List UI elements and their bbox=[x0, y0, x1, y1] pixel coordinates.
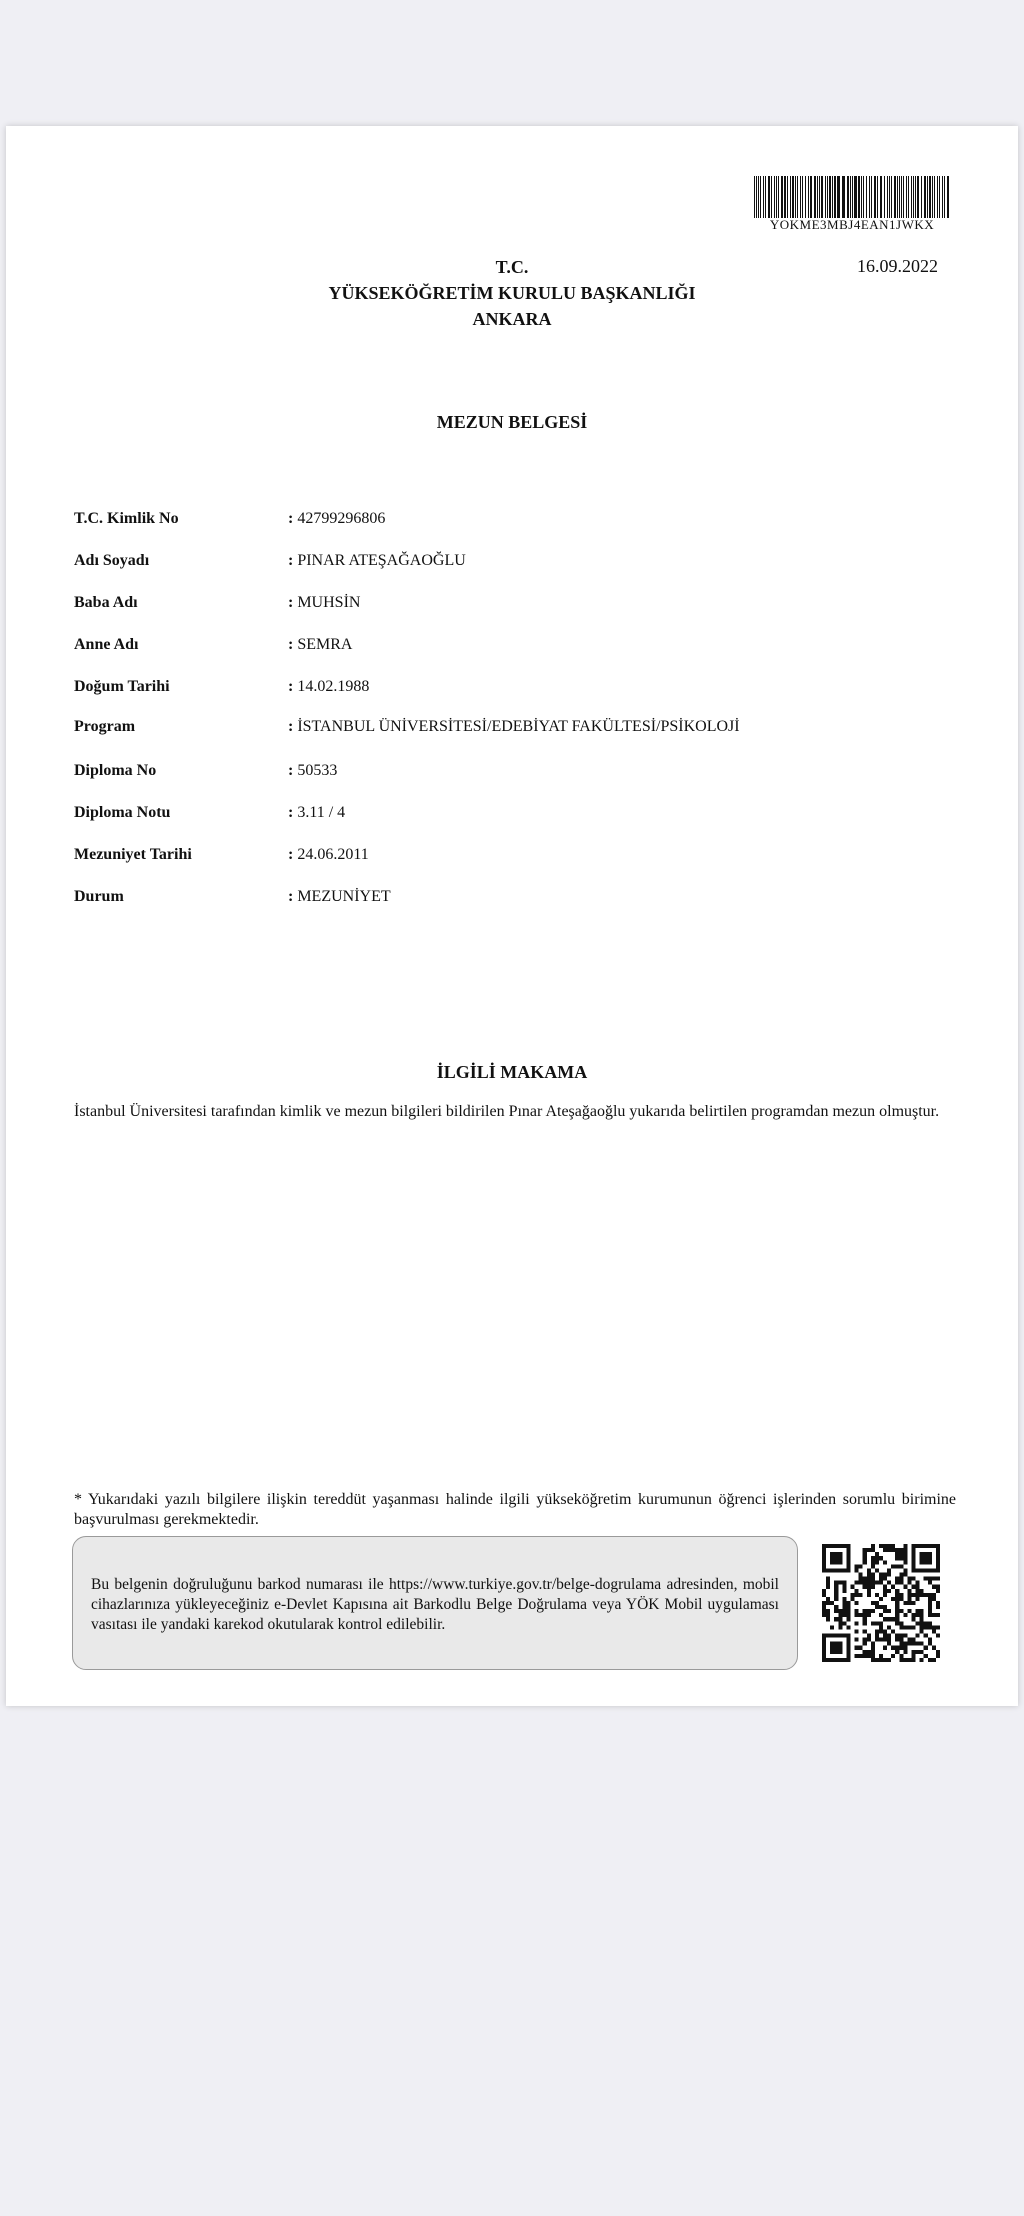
document-date: 16.09.2022 bbox=[857, 256, 938, 276]
field-value: : 24.06.2011 bbox=[288, 846, 369, 864]
field-adi-soyadi bbox=[74, 552, 954, 576]
barcode-image bbox=[754, 176, 950, 218]
field-mezuniyet-tarihi bbox=[74, 846, 954, 870]
field-label: T.C. Kimlik No bbox=[74, 510, 179, 527]
field-label: Anne Adı bbox=[74, 636, 139, 653]
field-label: Diploma Notu bbox=[74, 804, 171, 821]
field-label: Mezuniyet Tarihi bbox=[74, 846, 192, 863]
field-value: : MUHSİN bbox=[288, 594, 360, 612]
field-baba-adi bbox=[74, 594, 954, 618]
graduation-statement: İstanbul Üniversitesi tarafından kimlik ve mezun bilgileri bildirilen Pınar Ateşağaoğlu yukarıda belirtilen programdan mezun olmuştur. bbox=[74, 1103, 940, 1120]
field-value: : 42799296806 bbox=[288, 510, 385, 528]
field-label: Baba Adı bbox=[74, 594, 138, 611]
field-durum bbox=[74, 888, 954, 912]
document-page bbox=[6, 126, 1018, 1706]
field-value: : 14.02.1988 bbox=[288, 678, 369, 696]
field-value: : MEZUNİYET bbox=[288, 888, 391, 906]
field-diploma-notu bbox=[74, 804, 954, 828]
field-label: Durum bbox=[74, 888, 124, 905]
qr-code-image bbox=[822, 1544, 940, 1662]
field-value: : PINAR ATEŞAĞAOĞLU bbox=[288, 552, 466, 570]
field-label: Program bbox=[74, 718, 136, 735]
field-diploma-no bbox=[74, 762, 954, 786]
verification-text: Bu belgenin doğruluğunu barkod numarası ile https://www.turkiye.gov.tr/belge-dogrulama adresinden, mobil cihazlarınıza yükleyeceğiniz e-Devlet Kapısına ait Barkodlu Belge Doğrulama veya YÖK Mobil uygulaması vasıtası ile yandaki karekod okutularak kontrol edilebilir. bbox=[91, 1576, 779, 1633]
document-title: MEZUN BELGESİ bbox=[436, 412, 588, 432]
issuer-line-city: ANKARA bbox=[472, 309, 552, 329]
verification-box bbox=[72, 1536, 798, 1670]
field-tc-kimlik-no bbox=[74, 510, 954, 534]
barcode-number: YOKME3MBJ4EAN1JWKX bbox=[769, 217, 935, 232]
field-label: Adı Soyadı bbox=[74, 552, 150, 569]
footnote: * Yukarıdaki yazılı bilgilere ilişkin tereddüt yaşanması halinde ilgili yükseköğretim kurumunun öğrenci işlerinden sorumlu birimine başvurulması gerekmektedir. bbox=[74, 1491, 956, 1528]
issuer-header bbox=[6, 254, 1018, 332]
field-label: Doğum Tarihi bbox=[74, 678, 170, 695]
issuer-line-country: T.C. bbox=[495, 257, 529, 277]
field-program bbox=[74, 718, 954, 742]
field-value: : SEMRA bbox=[288, 636, 352, 654]
field-value: : 3.11 / 4 bbox=[288, 804, 345, 822]
field-value: : İSTANBUL ÜNİVERSİTESİ/EDEBİYAT FAKÜLTESİ/PSİKOLOJİ bbox=[288, 718, 740, 736]
issuer-line-institution: YÜKSEKÖĞRETİM KURULU BAŞKANLIĞI bbox=[328, 283, 696, 303]
field-anne-adi bbox=[74, 636, 954, 660]
field-value: : 50533 bbox=[288, 762, 337, 780]
field-dogum-tarihi bbox=[74, 678, 954, 702]
ilgili-makama-heading: İLGİLİ MAKAMA bbox=[436, 1062, 588, 1082]
field-label: Diploma No bbox=[74, 762, 157, 779]
